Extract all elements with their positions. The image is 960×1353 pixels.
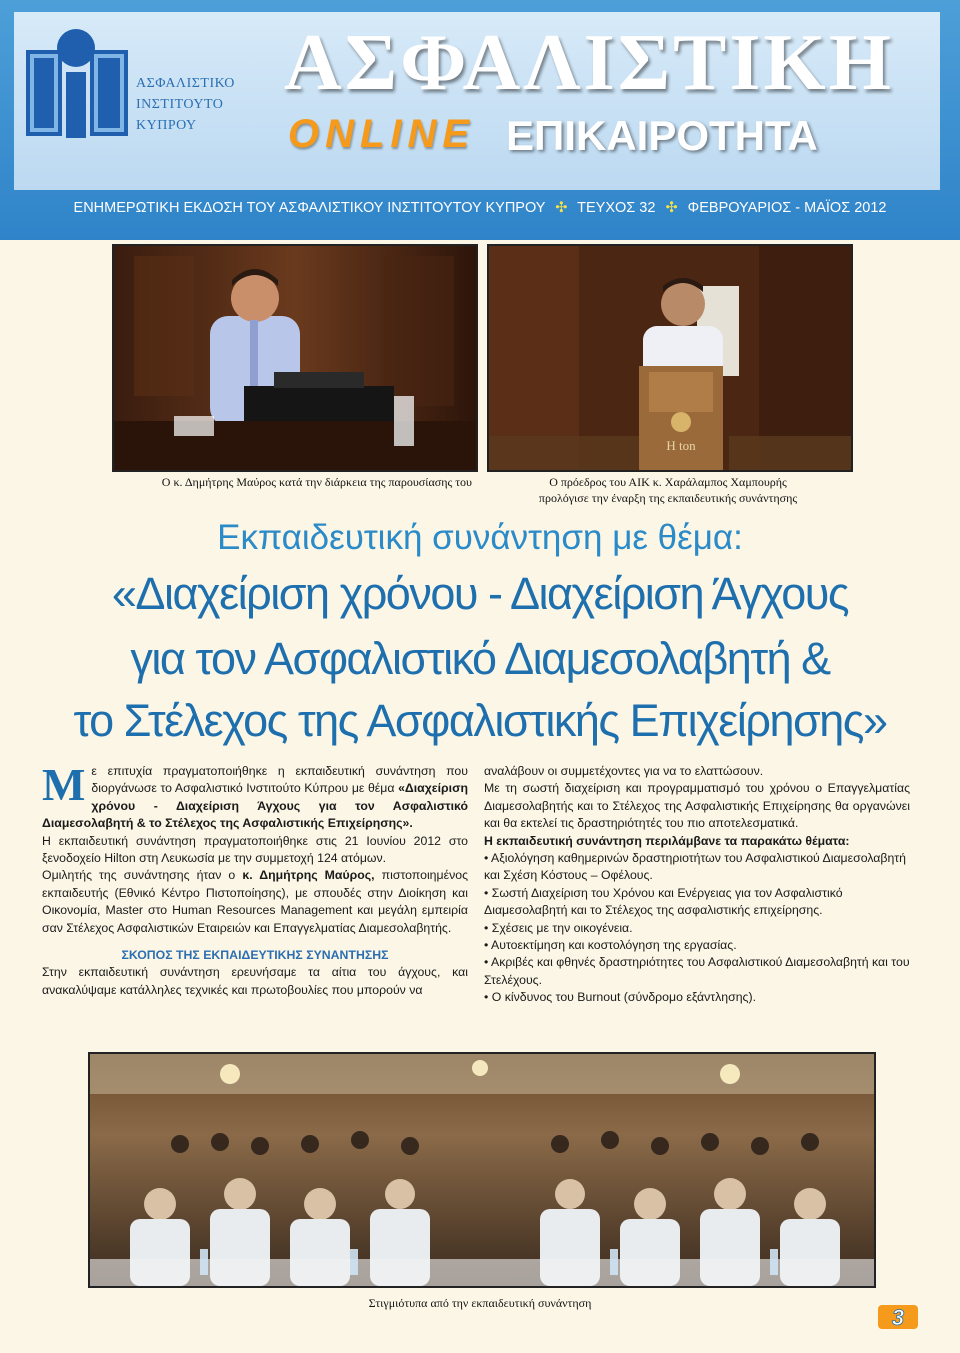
separator-icon: ✣ — [665, 200, 678, 216]
issue-line — [0, 200, 960, 216]
article-right-column — [484, 763, 910, 1007]
page-number: 3 — [891, 1305, 905, 1330]
institute-name-line2: ΙΝΣΤΙΤΟΥΤΟ — [136, 97, 224, 112]
caption-president-line1: Ο πρόεδρος του ΑΙΚ κ. Χαράλαμπος Χαμπουρής — [549, 475, 787, 489]
speaker-name: κ. Δημήτρης Μαύρος, — [242, 868, 375, 883]
institute-name-line1: ΑΣΦΑΛΙΣΤΙΚΟ — [136, 76, 235, 91]
headline-line-4: το Στέλεχος της Ασφαλιστικής Επιχείρησης» — [73, 695, 887, 746]
article-left-column — [42, 759, 468, 999]
headline-intro: Εκπαιδευτική συνάντηση με θέμα: — [217, 518, 743, 557]
topic-item: • Ο κίνδυνος του Burnout (σύνδρομο εξάντλησης). — [484, 990, 756, 1005]
headline-line-2: «Διαχείριση χρόνου - Διαχείριση Άγχους — [111, 568, 849, 619]
topic-item: • Αξιολόγηση καθημερινών δραστηριοτήτων του Ασφαλιστικού Διαμεσολαβητή και Σχέση Κόστους – Οφέλους. — [484, 851, 907, 883]
caption-president-line2: προλόγισε την έναρξη της εκπαιδευτικής συνάντησης — [538, 491, 798, 505]
photo-speaker — [112, 244, 478, 472]
issue-period: ΦΕΒΡΟΥΑΡΙΟΣ - ΜΑΪΟΣ 2012 — [687, 200, 887, 216]
para-continued: αναλάβουν οι συμμετέχοντες για να το ελαττώσουν. — [484, 764, 764, 778]
caption-speaker: Ο κ. Δημήτρης Μαύρος κατά την διάρκεια της παρουσίασης του — [161, 475, 472, 489]
speaker-intro: Ομιλητής της συνάντησης ήταν ο — [42, 868, 243, 883]
masthead-subtitle: ΕΠΙΚΑΙΡΟΤΗΤΑ — [506, 112, 818, 159]
issue-publication: ΕΝΗΜΕΡΩΤΙΚΗ ΕΚΔΟΣΗ ΤΟΥ ΑΣΦΑΛΙΣΤΙΚΟΥ ΙΝΣΤΙΤΟΥΤΟΥ ΚΥΠΡΟΥ — [73, 200, 546, 216]
topic-item: • Σχέσεις με την οικογένεια. — [484, 920, 633, 935]
topics-heading: Η εκπαιδευτική συνάντηση περιλάμβανε τα παρακάτω θέματα: — [484, 833, 850, 848]
topic-item: • Αυτοεκτίμηση και κοστολόγηση της εργασίας. — [484, 938, 737, 953]
section-heading-purpose: ΣΚΟΠΟΣ ΤΗΣ ΕΚΠΑΙΔΕΥΤΙΚΗΣ ΣΥΝΑΝΤΗΣΗΣ — [121, 948, 389, 963]
institute-logo-icon — [26, 28, 128, 138]
headline-line-3: για τον Ασφαλιστικό Διαμεσολαβητή & — [130, 633, 830, 684]
drop-cap: Μ — [42, 759, 86, 810]
intro-bold: «Διαχείριση χρόνου - Διαχείριση Άγχους για τον Ασφαλιστικό Διαμεσολαβητή & το Στέλεχος της Ασφαλιστικής Επιχείρησης». — [42, 781, 468, 831]
podium-text: H ton — [666, 438, 696, 453]
photo-audience — [88, 1052, 876, 1288]
para-time-management: Με τη σωστή διαχείριση και προγραμματισμό του χρόνου ο Επαγγελματίας Διαμεσολαβητής και το Στέλεχος της Ασφαλιστικής Επιχείρησης θα οργανώνει και θα εκτελεί τις δραστηριότητές του πιο αποτελεσματικά. — [484, 781, 910, 831]
institute-name-line3: ΚΥΠΡΟΥ — [136, 118, 197, 133]
topic-item: • Σωστή Διαχείριση του Χρόνου και Ενέργειας για τον Ασφαλιστικό Διαμεσολαβητή και το Στέλεχος της ασφαλιστικής επιχείρησης. — [484, 885, 843, 918]
caption-audience: Στιγμιότυπα από την εκπαιδευτική συνάντηση — [368, 1296, 592, 1310]
speaker-bio: πιστοποιημένος εκπαιδευτής (Εθνικό Κέντρο Πιστοποίησης), με σπουδές στην Διοίκηση και Οικονομία, Master στο Human Resources Management και μεγάλη εμπειρία σαν Στέλεχος Ασφαλιστικών Εταιρειών και Επαγγελματίας Διαμεσολαβητής. — [42, 868, 468, 935]
masthead-title: ΑΣΦΑΛΙΣΤΙΚΗ — [284, 19, 894, 107]
para-date-venue: Η εκπαιδευτική συνάντηση πραγματοποιήθηκε στις 21 Ιουνίου 2012 στο ξενοδοχείο Hilton στη Λευκωσία με την συμμετοχή 124 ατόμων. — [42, 833, 468, 866]
page-number-badge — [878, 1302, 918, 1332]
masthead-online: ONLINE — [288, 112, 476, 156]
issue-number: ΤΕΥΧΟΣ 32 — [577, 200, 656, 216]
para-purpose: Στην εκπαιδευτική συνάντηση ερευνήσαμε τα αίτια του άγχους, και ανακαλύψαμε κατάλληλες τεχνικές και πρωτοβουλίες που μπορούν να — [42, 965, 468, 997]
photo-president — [487, 244, 853, 472]
intro-text: ε επιτυχία πραγματοποιήθηκε η εκπαιδευτική συνάντηση που διοργάνωσε το Ασφαλιστικό Ινστιτούτο Κύπρου με θέμα — [91, 764, 468, 796]
separator-icon: ✣ — [555, 200, 568, 216]
topic-item: • Ακριβές και φθηνές δραστηριότητες του Ασφαλιστικού Διαμεσολαβητή και του Στελέχους. — [484, 955, 910, 987]
